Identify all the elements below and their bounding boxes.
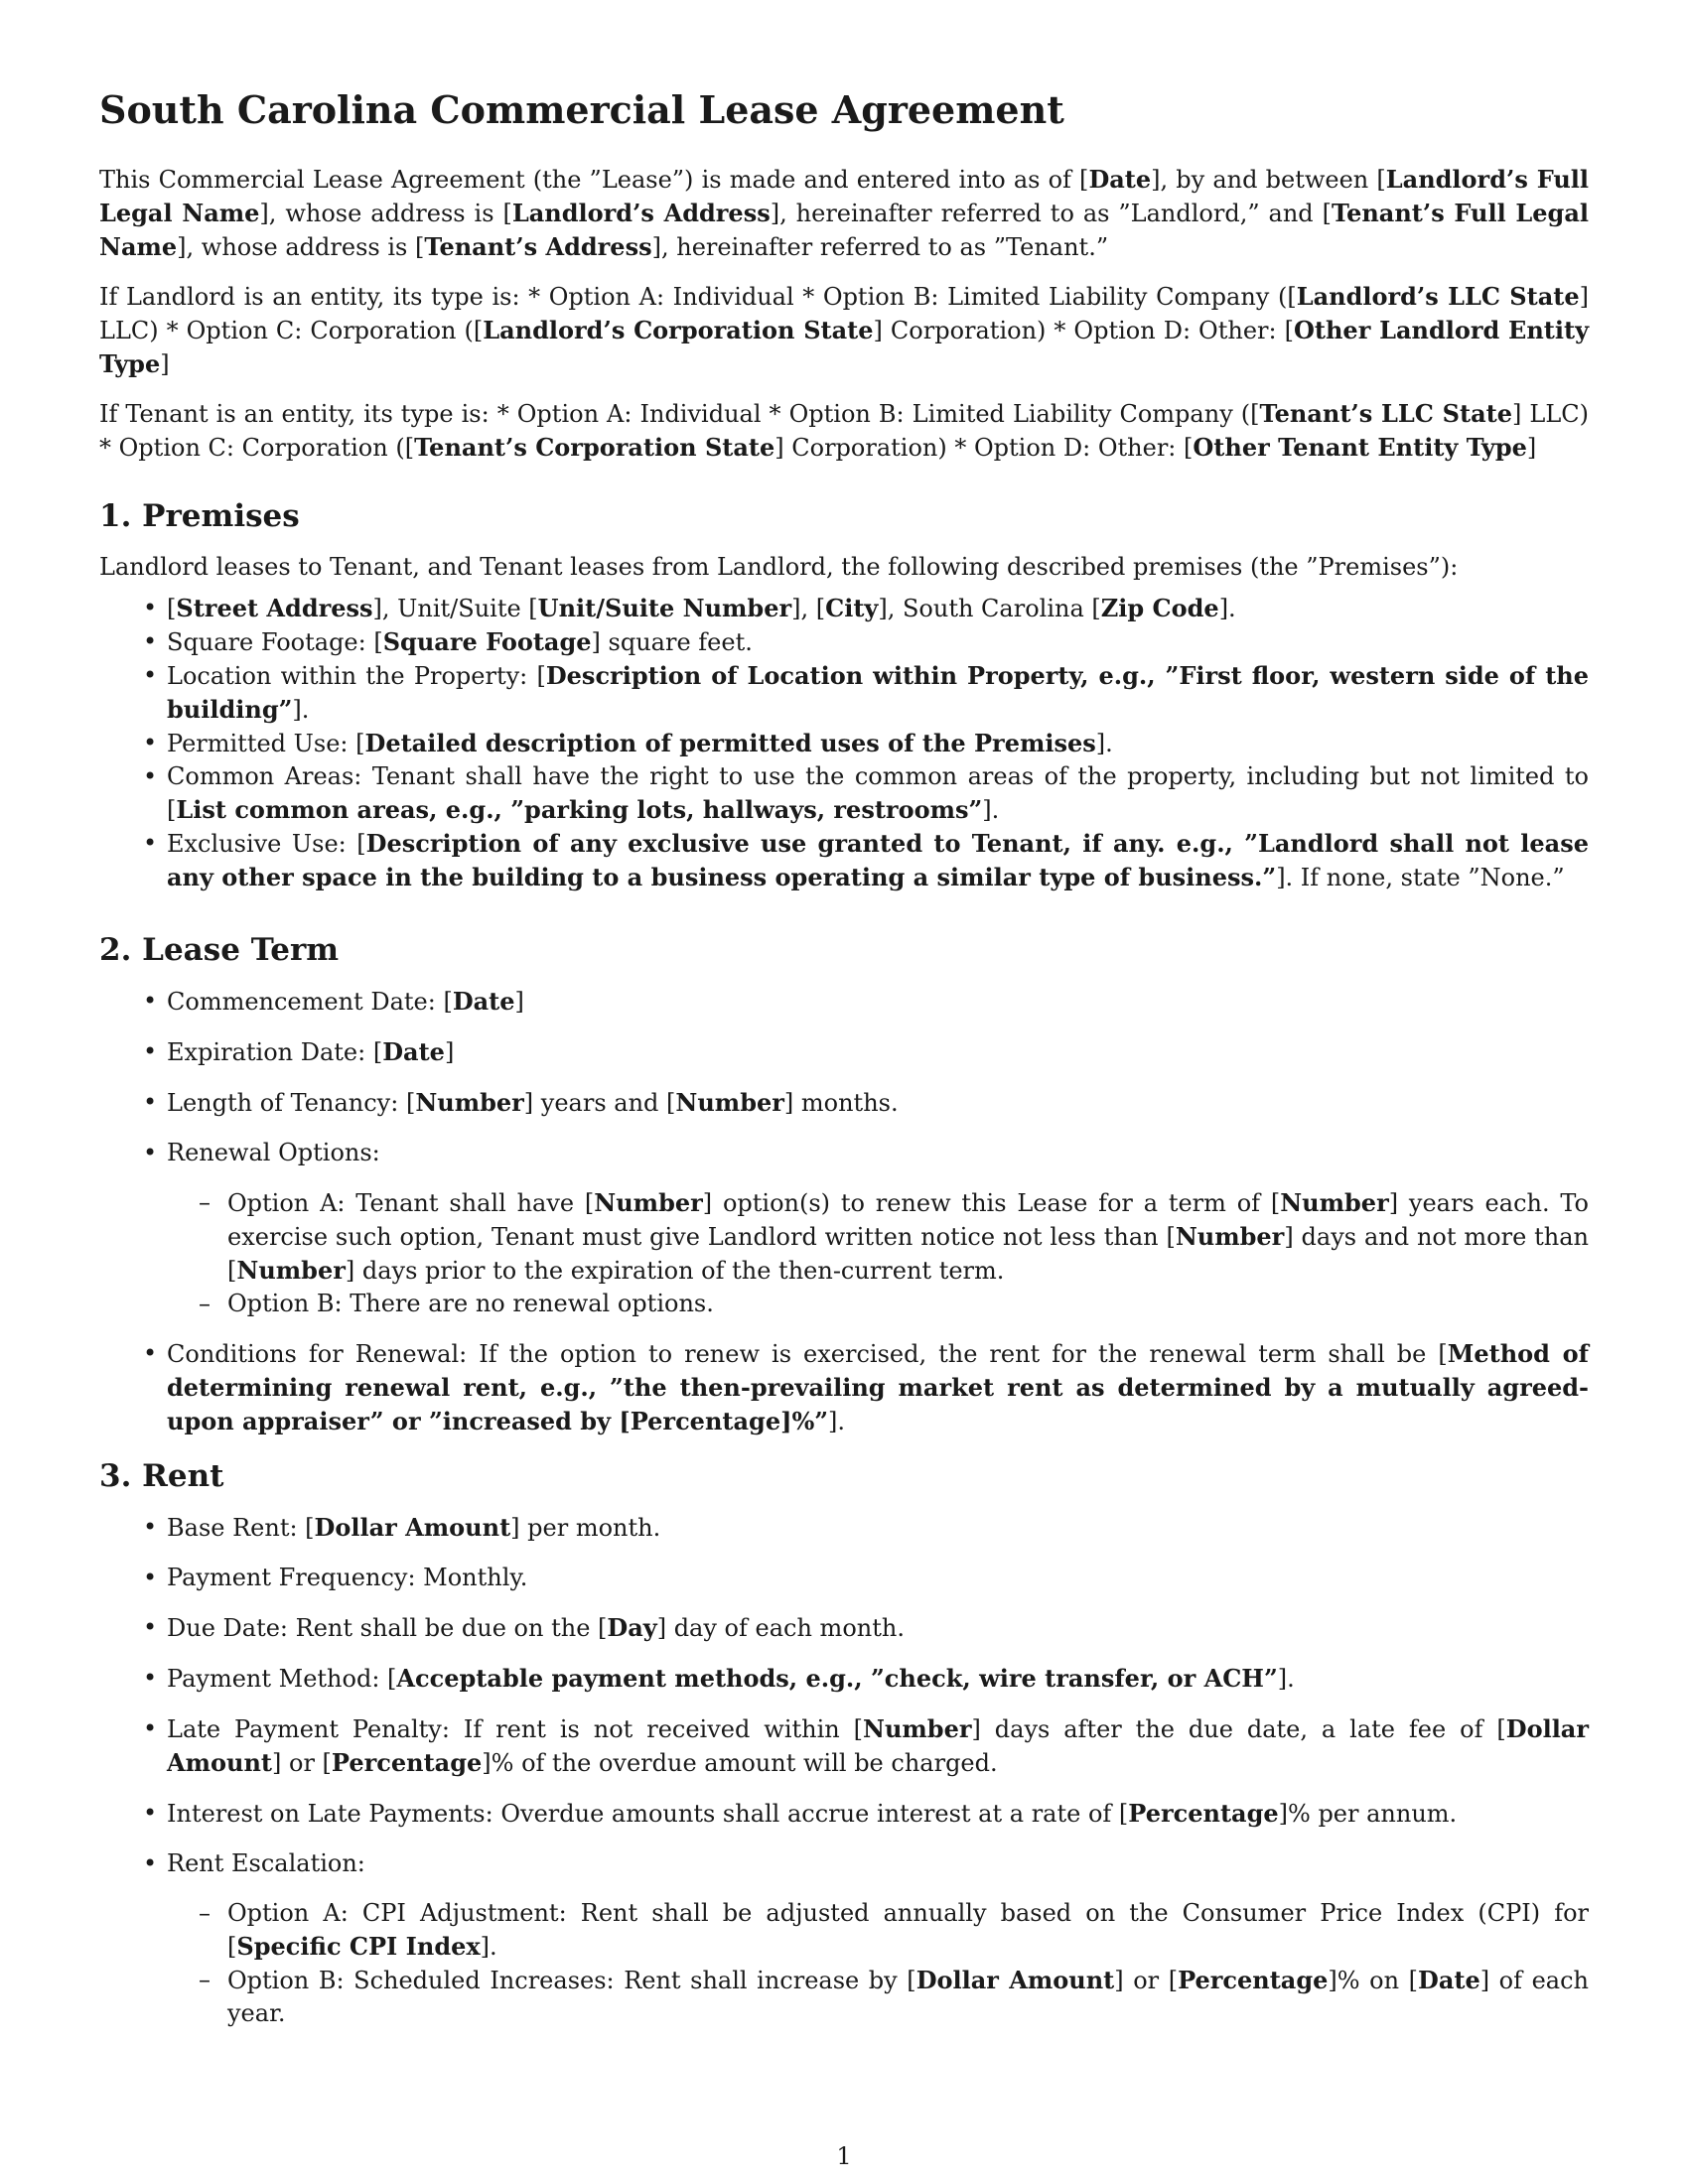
text: ] Corporation) * Option D: Other: [	[774, 433, 1194, 462]
text: Base Rent: [	[167, 1514, 315, 1543]
escalation-options-list	[167, 1897, 1589, 2030]
sublist-item-cpi	[167, 1897, 1589, 1964]
text: ].	[1277, 1665, 1295, 1694]
text: ] option(s) to renew this Lease for a term of [	[702, 1188, 1281, 1217]
placeholder: Date	[382, 1036, 445, 1066]
text: ] days prior to the expiration of the then-current term.	[345, 1256, 1005, 1285]
text: ] or [	[1114, 1967, 1179, 1995]
list-item-location	[99, 659, 1589, 727]
placeholder: Day	[607, 1613, 657, 1643]
placeholder: Number	[415, 1087, 524, 1117]
placeholder: Specific CPI Index	[236, 1932, 481, 1962]
text: ]	[1526, 433, 1537, 462]
text: ] LLC) * Option C: Corporation ([	[99, 399, 1589, 462]
section-heading-rent: 3. Rent	[99, 1457, 224, 1494]
text: Square Footage: [	[167, 627, 383, 656]
text: Exclusive Use: [	[167, 829, 366, 858]
text: Renewal Options:	[167, 1138, 380, 1166]
text: ].	[1218, 594, 1236, 622]
list-item-expiration	[99, 1035, 1589, 1069]
placeholder: Percentage	[331, 1748, 483, 1778]
sublist-item-option-b: – Option B: There are no renewal options.	[167, 1288, 1589, 1320]
text: ].	[292, 695, 310, 724]
list-item-permitted-use	[99, 727, 1589, 760]
text: ] of each year.	[227, 1967, 1589, 2028]
text: ]	[444, 1037, 455, 1066]
placeholder-tenant-other-type: Other Tenant Entity Type	[1193, 432, 1527, 462]
placeholder: Date	[452, 986, 515, 1016]
text: Payment Method: [	[167, 1665, 397, 1694]
text: Option B: Scheduled Increases: Rent shall increase by [	[227, 1967, 916, 1995]
placeholder: Acceptable payment methods, e.g., ”check, wire transfer, or ACH”	[396, 1664, 1278, 1694]
sublist-item-scheduled	[167, 1964, 1589, 2030]
placeholder: Date	[1418, 1966, 1480, 1995]
text: Expiration Date: [	[167, 1037, 383, 1066]
placeholder: Street Address	[176, 593, 373, 622]
list-item-conditions-renewal	[99, 1337, 1589, 1438]
lease-term-list	[99, 985, 1589, 1438]
text: ] years and [	[523, 1088, 676, 1117]
text: ]. If none, state ”None.”	[1276, 863, 1565, 891]
list-item-commencement	[99, 985, 1589, 1019]
landlord-entity-paragraph	[99, 280, 1589, 381]
placeholder-landlord-name: Landlord’s Full Legal Name	[99, 164, 1590, 227]
text: Option A: Tenant shall have [	[227, 1188, 595, 1217]
premises-list	[99, 592, 1589, 894]
list-item-due-date	[99, 1611, 1589, 1645]
text: ] years each. To exercise such option, Tenant must give Landlord written notice not less than [	[227, 1188, 1590, 1251]
placeholder-date: Date	[1088, 164, 1152, 194]
placeholder: Number	[863, 1714, 972, 1744]
text: This Commercial Lease Agreement (the ”Lease”) is made and entered into as of [	[99, 165, 1089, 194]
placeholder-landlord-llc-state: Landlord’s LLC State	[1296, 281, 1580, 311]
text: Common Areas: Tenant shall have the right to use the common areas of the property, including but not limited to [	[167, 761, 1589, 824]
placeholder: Square Footage	[382, 626, 592, 656]
placeholder-landlord-corp-state: Landlord’s Corporation State	[483, 315, 874, 344]
text: ] or [	[272, 1749, 332, 1778]
intro-paragraph	[99, 163, 1589, 264]
text: ] square feet.	[591, 627, 753, 656]
text: Conditions for Renewal: If the option to renew is exercised, the rent for the renewal term shall be [	[167, 1339, 1448, 1368]
text: ], [	[791, 594, 826, 622]
text: ]% of the overdue amount will be charged.	[482, 1749, 998, 1778]
placeholder: Number	[1175, 1221, 1285, 1251]
list-item-rent-escalation	[99, 1847, 1589, 2030]
placeholder: Dollar Amount	[915, 1966, 1115, 1995]
placeholder: Dollar Amount	[167, 1714, 1589, 1778]
placeholder: Number	[236, 1255, 346, 1285]
placeholder: Detailed description of permitted uses of the Premises	[364, 728, 1096, 757]
list-item-payment-method	[99, 1662, 1589, 1696]
text: ]	[160, 349, 170, 378]
text: ], hereinafter referred to as ”Tenant.”	[651, 232, 1109, 261]
tenant-entity-paragraph	[99, 397, 1589, 465]
document-title: South Carolina Commercial Lease Agreement	[99, 87, 1064, 132]
page-number: 1	[836, 2142, 852, 2170]
text: [	[167, 594, 177, 622]
list-item-square-footage	[99, 625, 1589, 659]
placeholder-landlord-other-type: Other Landlord Entity Type	[99, 315, 1590, 378]
placeholder: Percentage	[1178, 1966, 1329, 1995]
text: ]	[514, 987, 524, 1016]
premises-intro: Landlord leases to Tenant, and Tenant leases from Landlord, the following described premises (the ”Premises”):	[99, 552, 1459, 581]
text: Option A: CPI Adjustment: Rent shall be adjusted annually based on the Consumer Price Index (CPI) for [	[227, 1899, 1589, 1962]
text: ] per month.	[510, 1514, 661, 1543]
text: ], Unit/Suite [	[372, 594, 538, 622]
text: Due Date: Rent shall be due on the [	[167, 1614, 608, 1643]
placeholder: Unit/Suite Number	[537, 593, 792, 622]
placeholder: City	[825, 593, 879, 622]
section-heading-premises: 1. Premises	[99, 497, 300, 534]
placeholder: Number	[675, 1087, 784, 1117]
text: ], whose address is [	[259, 199, 512, 227]
placeholder: Method of determining renewal rent, e.g., ”the then-prevailing market rent as determined by a mutually agreed-upon appraiser” or ”increased by [Percentage]%”	[167, 1338, 1590, 1435]
placeholder-tenant-corp-state: Tenant’s Corporation State	[414, 432, 775, 462]
text: Length of Tenancy: [	[167, 1088, 416, 1117]
text: ], by and between [	[1151, 165, 1386, 194]
placeholder: Zip Code	[1100, 593, 1219, 622]
placeholder: Number	[594, 1187, 703, 1217]
text: ], South Carolina [	[878, 594, 1101, 622]
text: ]% per annum.	[1278, 1800, 1458, 1829]
text: ] days and not more than [	[227, 1222, 1590, 1285]
list-item-renewal-options	[99, 1137, 1589, 1320]
placeholder-tenant-llc-state: Tenant’s LLC State	[1259, 398, 1512, 428]
text: Location within the Property: [	[167, 661, 546, 690]
list-item-frequency: • Payment Frequency: Monthly.	[99, 1562, 1589, 1594]
placeholder: Number	[1280, 1187, 1389, 1217]
text: ].	[828, 1407, 846, 1435]
text: Rent Escalation:	[167, 1849, 365, 1878]
text: ].	[480, 1933, 497, 1962]
placeholder: Percentage	[1128, 1799, 1279, 1829]
text: ], whose address is [	[177, 232, 425, 261]
text: Commencement Date: [	[167, 987, 453, 1016]
list-item-base-rent	[99, 1511, 1589, 1545]
placeholder: List common areas, e.g., ”parking lots, hallways, restrooms”	[176, 794, 983, 824]
text: ] Corporation) * Option D: Other: [	[873, 316, 1294, 344]
rent-list	[99, 1511, 1589, 2030]
renewal-options-list	[167, 1186, 1589, 1320]
list-item-common-areas	[99, 760, 1589, 827]
text: ]% on [	[1328, 1967, 1418, 1995]
text: Late Payment Penalty: If rent is not received within [	[167, 1715, 864, 1744]
text: If Landlord is an entity, its type is: * Option A: Individual * Option B: Limited Liability Company ([	[99, 282, 1297, 311]
list-item-address	[99, 592, 1589, 625]
text: If Tenant is an entity, its type is: * Option A: Individual * Option B: Limited Liability Company ([	[99, 399, 1260, 428]
section-heading-lease-term: 2. Lease Term	[99, 931, 340, 968]
placeholder: Description of any exclusive use granted to Tenant, if any. e.g., ”Landlord shall not lease any other space in the building to a business operating a similar type of business.”	[167, 828, 1589, 891]
text: ] months.	[783, 1088, 899, 1117]
list-item-length	[99, 1086, 1589, 1120]
text: Permitted Use: [	[167, 729, 365, 757]
list-item-late-penalty	[99, 1712, 1589, 1780]
text: ] day of each month.	[656, 1614, 905, 1643]
list-item-exclusive-use	[99, 827, 1589, 894]
placeholder-tenant-name: Tenant’s Full Legal Name	[99, 198, 1589, 261]
placeholder: Description of Location within Property, e.g., ”First floor, western side of the building”	[167, 660, 1590, 724]
text: ].	[982, 795, 1000, 824]
placeholder-landlord-address: Landlord’s Address	[511, 198, 771, 227]
text: ].	[1095, 729, 1113, 757]
sublist-item-option-a	[167, 1186, 1589, 1288]
text: ], hereinafter referred to as ”Landlord,” and [	[770, 199, 1332, 227]
list-item-interest	[99, 1797, 1589, 1831]
text: ] LLC) * Option C: Corporation ([	[99, 282, 1589, 344]
placeholder-tenant-address: Tenant’s Address	[424, 231, 652, 261]
text: ] days after the due date, a late fee of [	[971, 1715, 1506, 1744]
placeholder: Dollar Amount	[314, 1513, 511, 1543]
text: Interest on Late Payments: Overdue amounts shall accrue interest at a rate of [	[167, 1800, 1129, 1829]
